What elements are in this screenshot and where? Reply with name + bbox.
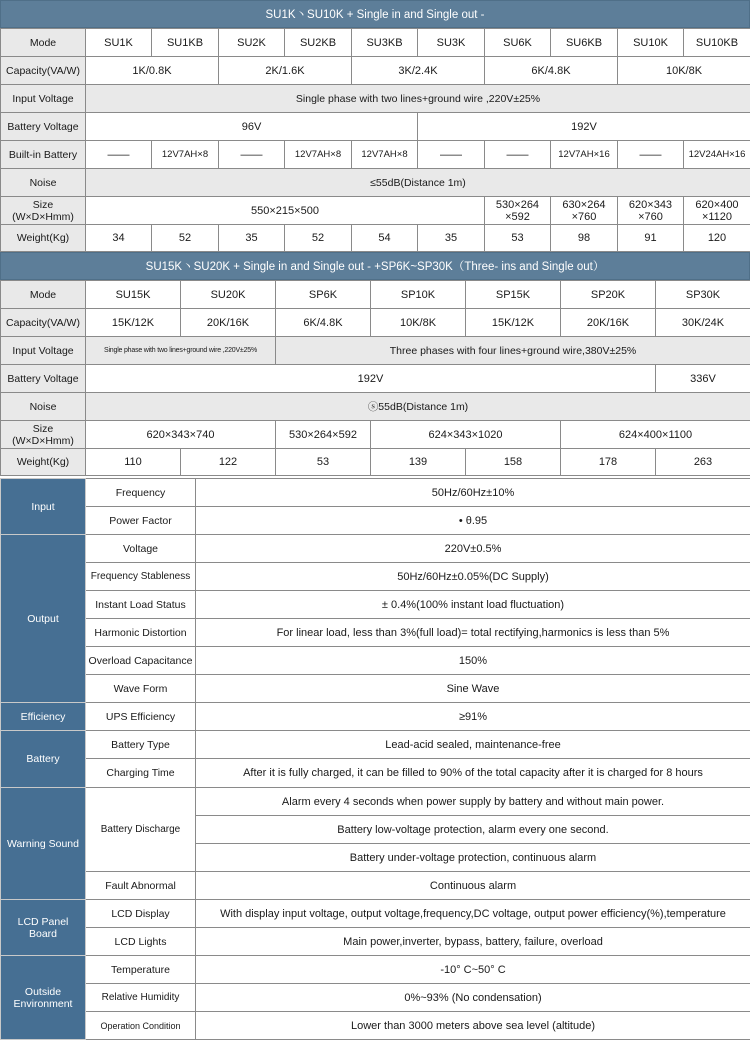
- builtin-cell: 12V24AH×16: [684, 141, 750, 169]
- mode-cell: SU15K: [86, 281, 181, 309]
- size-line2: ×760: [551, 211, 617, 223]
- battery-voltage-row: [1, 113, 750, 141]
- builtin-cell: ——: [485, 141, 551, 169]
- category-efficiency: Efficiency: [1, 703, 86, 731]
- mode-cell: SU10KB: [684, 29, 750, 57]
- size-label: [1, 421, 86, 449]
- value-lcd-lights: Main power,inverter, bypass, battery, failure, overload: [196, 928, 750, 956]
- section2-table: [0, 280, 750, 476]
- weight-cell: 178: [561, 449, 656, 476]
- value-instant-load: ± 0.4%(100% instant load fluctuation): [196, 591, 750, 619]
- weight-cell: 53: [276, 449, 371, 476]
- value-temperature: -10° C~50° C: [196, 956, 750, 984]
- value-battery-type: Lead-acid sealed, maintenance-free: [196, 731, 750, 759]
- spec-row: [1, 900, 750, 928]
- size-cell: 624×343×1020: [371, 421, 561, 449]
- size-cell: [684, 197, 750, 225]
- input-voltage-label: Input Voltage: [1, 85, 86, 113]
- mode-cell: SU1KB: [152, 29, 219, 57]
- builtin-cell: ——: [618, 141, 684, 169]
- value-power-factor: • θ.95: [196, 507, 750, 535]
- mode-cell: SU2K: [219, 29, 285, 57]
- capacity-cell: 6K/4.8K: [485, 57, 618, 85]
- spec-row: [1, 675, 750, 703]
- size-row: [1, 197, 750, 225]
- capacity-label: Capacity(VA/W): [1, 57, 86, 85]
- input-voltage-row: [1, 85, 750, 113]
- builtin-cell: ——: [418, 141, 485, 169]
- attr-overload: Overload Capacitance: [86, 647, 196, 675]
- value-wave-form: Sine Wave: [196, 675, 750, 703]
- mode-cell: SP20K: [561, 281, 656, 309]
- weight-cell: 98: [551, 225, 618, 252]
- size-line2: ×760: [618, 211, 683, 223]
- value-voltage: 220V±0.5%: [196, 535, 750, 563]
- battery-voltage-cell: 192V: [86, 365, 656, 393]
- category-env-line2: Environment: [1, 998, 85, 1010]
- spec-row: [1, 928, 750, 956]
- weight-cell: 120: [684, 225, 750, 252]
- weight-cell: 158: [466, 449, 561, 476]
- attr-harmonic-distortion: Harmonic Distortion: [86, 619, 196, 647]
- size-row-2: [1, 421, 750, 449]
- size-cell: 624×400×1100: [561, 421, 750, 449]
- builtin-cell: 12V7AH×8: [285, 141, 352, 169]
- weight-row-2: [1, 449, 750, 476]
- noise-label: Noise: [1, 393, 86, 421]
- capacity-label: Capacity(VA/W): [1, 309, 86, 337]
- size-cell: 620×343×740: [86, 421, 276, 449]
- builtin-cell: 12V7AH×8: [352, 141, 418, 169]
- noise-value: ≤55dB(Distance 1m): [86, 169, 750, 197]
- section1-title: SU1K丶SU10K + Single in and Single out -: [0, 0, 750, 28]
- mode-label: Mode: [1, 29, 86, 57]
- category-input: Input: [1, 479, 86, 535]
- builtin-cell: ——: [219, 141, 285, 169]
- category-env-line1: Outside: [1, 986, 85, 998]
- mode-cell: SU6K: [485, 29, 551, 57]
- mode-cell: SU3KB: [352, 29, 418, 57]
- size-label-line2: (W×D×Hmm): [1, 435, 85, 447]
- value-frequency: 50Hz/60Hz±10%: [196, 479, 750, 507]
- attr-operation-condition: Operation Condition: [86, 1012, 196, 1040]
- weight-cell: 122: [181, 449, 276, 476]
- size-cell: 530×264×592: [276, 421, 371, 449]
- size-label-line1: Size: [1, 423, 85, 435]
- input-voltage-three: Three phases with four lines+ground wire,380V±25%: [276, 337, 750, 365]
- capacity-cell: 3K/2.4K: [352, 57, 485, 85]
- spec-row: [1, 872, 750, 900]
- spec-row: [1, 956, 750, 984]
- weight-cell: 54: [352, 225, 418, 252]
- spec-row: [1, 788, 750, 816]
- builtin-cell: ——: [86, 141, 152, 169]
- capacity-row: [1, 57, 750, 85]
- spec-row: [1, 563, 750, 591]
- weight-cell: 34: [86, 225, 152, 252]
- spec-row: [1, 703, 750, 731]
- size-line1: 530×264: [485, 199, 550, 211]
- category-lcd-line1: LCD Panel: [1, 916, 85, 928]
- noise-value: ⓢ55dB(Distance 1m): [86, 393, 750, 421]
- spec-row: [1, 759, 750, 788]
- spec-row: [1, 507, 750, 535]
- noise-row: [1, 169, 750, 197]
- attr-ups-efficiency: UPS Efficiency: [86, 703, 196, 731]
- mode-cell: SU1K: [86, 29, 152, 57]
- size-label: [1, 197, 86, 225]
- attr-frequency-stableness: Frequency Stableness: [86, 563, 196, 591]
- mode-cell: SP6K: [276, 281, 371, 309]
- mode-cell: SU10K: [618, 29, 684, 57]
- spec-row: [1, 591, 750, 619]
- capacity-cell: 10K/8K: [371, 309, 466, 337]
- weight-cell: 52: [152, 225, 219, 252]
- size-line1: 630×264: [551, 199, 617, 211]
- builtin-battery-row: [1, 141, 750, 169]
- attr-relative-humidity: Relative Humidity: [86, 984, 196, 1012]
- capacity-cell: 2K/1.6K: [219, 57, 352, 85]
- category-lcd-panel: [1, 900, 86, 956]
- mode-cell: SP10K: [371, 281, 466, 309]
- value-harmonic-distortion: For linear load, less than 3%(full load)= total rectifying,harmonics is less than 5%: [196, 619, 750, 647]
- mode-cell: SP15K: [466, 281, 561, 309]
- attr-lcd-lights: LCD Lights: [86, 928, 196, 956]
- size-cell: [551, 197, 618, 225]
- weight-label: Weight(Kg): [1, 449, 86, 476]
- category-battery: Battery: [1, 731, 86, 788]
- weight-cell: 53: [485, 225, 551, 252]
- value-relative-humidity: 0%~93% (No condensation): [196, 984, 750, 1012]
- weight-label: Weight(Kg): [1, 225, 86, 252]
- weight-cell: 139: [371, 449, 466, 476]
- mode-cell: SU3K: [418, 29, 485, 57]
- value-fault-abnormal: Continuous alarm: [196, 872, 750, 900]
- builtin-cell: 12V7AH×16: [551, 141, 618, 169]
- weight-cell: 263: [656, 449, 750, 476]
- capacity-row-2: [1, 309, 750, 337]
- battery-voltage-label: Battery Voltage: [1, 113, 86, 141]
- category-warning-sound: Warning Sound: [1, 788, 86, 900]
- size-cell: [485, 197, 551, 225]
- weight-cell: 35: [219, 225, 285, 252]
- section2-title: SU15K丶SU20K + Single in and Single out - +SP6K~SP30K（Three- ins and Single out）: [0, 252, 750, 280]
- attr-temperature: Temperature: [86, 956, 196, 984]
- spec-row: [1, 731, 750, 759]
- attr-charging-time: Charging Time: [86, 759, 196, 788]
- battery-voltage-cell: 96V: [86, 113, 418, 141]
- capacity-cell: 6K/4.8K: [276, 309, 371, 337]
- size-line1: 620×400: [684, 199, 750, 211]
- spec-row: [1, 619, 750, 647]
- size-label-line2: (W×D×Hmm): [1, 211, 85, 223]
- value-battery-discharge: Battery under-voltage protection, continuous alarm: [196, 844, 750, 872]
- battery-voltage-cell: 336V: [656, 365, 750, 393]
- attr-frequency: Frequency: [86, 479, 196, 507]
- capacity-cell: 1K/0.8K: [86, 57, 219, 85]
- value-charging-time: After it is fully charged, it can be filled to 90% of the total capacity after it is charged for 8 hours: [196, 759, 750, 788]
- capacity-cell: 10K/8K: [618, 57, 750, 85]
- spec-row: [1, 647, 750, 675]
- mode-cell: SU20K: [181, 281, 276, 309]
- size-label-line1: Size: [1, 199, 85, 211]
- noise-label: Noise: [1, 169, 86, 197]
- mode-row-2: [1, 281, 750, 309]
- attr-battery-discharge: Battery Discharge: [86, 788, 196, 872]
- input-voltage-row-2: [1, 337, 750, 365]
- mode-label: Mode: [1, 281, 86, 309]
- weight-cell: 52: [285, 225, 352, 252]
- capacity-cell: 15K/12K: [86, 309, 181, 337]
- attr-lcd-display: LCD Display: [86, 900, 196, 928]
- capacity-cell: 30K/24K: [656, 309, 750, 337]
- input-voltage-value: Single phase with two lines+ground wire ,220V±25%: [86, 85, 750, 113]
- category-lcd-line2: Board: [1, 928, 85, 940]
- weight-row: [1, 225, 750, 252]
- attr-instant-load: Instant Load Status: [86, 591, 196, 619]
- value-lcd-display: With display input voltage, output voltage,frequency,DC voltage, output power efficiency(%),temperature: [196, 900, 750, 928]
- builtin-cell: 12V7AH×8: [152, 141, 219, 169]
- value-battery-discharge: Battery low-voltage protection, alarm every one second.: [196, 816, 750, 844]
- attr-power-factor: Power Factor: [86, 507, 196, 535]
- spec-row: [1, 1012, 750, 1040]
- attr-wave-form: Wave Form: [86, 675, 196, 703]
- size-line2: ×592: [485, 211, 550, 223]
- mode-cell: SU2KB: [285, 29, 352, 57]
- spec-row: [1, 984, 750, 1012]
- noise-row-2: [1, 393, 750, 421]
- value-ups-efficiency: ≥91%: [196, 703, 750, 731]
- mode-row: [1, 29, 750, 57]
- weight-cell: 35: [418, 225, 485, 252]
- category-output: Output: [1, 535, 86, 703]
- attr-fault-abnormal: Fault Abnormal: [86, 872, 196, 900]
- spec-row: [1, 479, 750, 507]
- spec-row: [1, 535, 750, 563]
- mode-cell: SU6KB: [551, 29, 618, 57]
- input-voltage-single: Single phase with two lines+ground wire ,220V±25%: [86, 337, 276, 365]
- weight-cell: 91: [618, 225, 684, 252]
- value-battery-discharge: Alarm every 4 seconds when power supply by battery and without main power.: [196, 788, 750, 816]
- mode-cell: SP30K: [656, 281, 750, 309]
- size-line1: 620×343: [618, 199, 683, 211]
- battery-voltage-cell: 192V: [418, 113, 750, 141]
- capacity-cell: 15K/12K: [466, 309, 561, 337]
- weight-cell: 110: [86, 449, 181, 476]
- size-cell: [618, 197, 684, 225]
- value-frequency-stableness: 50Hz/60Hz±0.05%(DC Supply): [196, 563, 750, 591]
- size-line2: ×1120: [684, 211, 750, 223]
- section1-table: [0, 28, 750, 252]
- input-voltage-label: Input Voltage: [1, 337, 86, 365]
- battery-voltage-row-2: [1, 365, 750, 393]
- capacity-cell: 20K/16K: [561, 309, 656, 337]
- size-cell: 550×215×500: [86, 197, 485, 225]
- category-outside-environment: [1, 956, 86, 1040]
- builtin-battery-label: Built-in Battery: [1, 141, 86, 169]
- specs-table: [0, 478, 750, 1040]
- battery-voltage-label: Battery Voltage: [1, 365, 86, 393]
- value-overload: 150%: [196, 647, 750, 675]
- capacity-cell: 20K/16K: [181, 309, 276, 337]
- attr-voltage: Voltage: [86, 535, 196, 563]
- attr-battery-type: Battery Type: [86, 731, 196, 759]
- value-operation-condition: Lower than 3000 meters above sea level (altitude): [196, 1012, 750, 1040]
